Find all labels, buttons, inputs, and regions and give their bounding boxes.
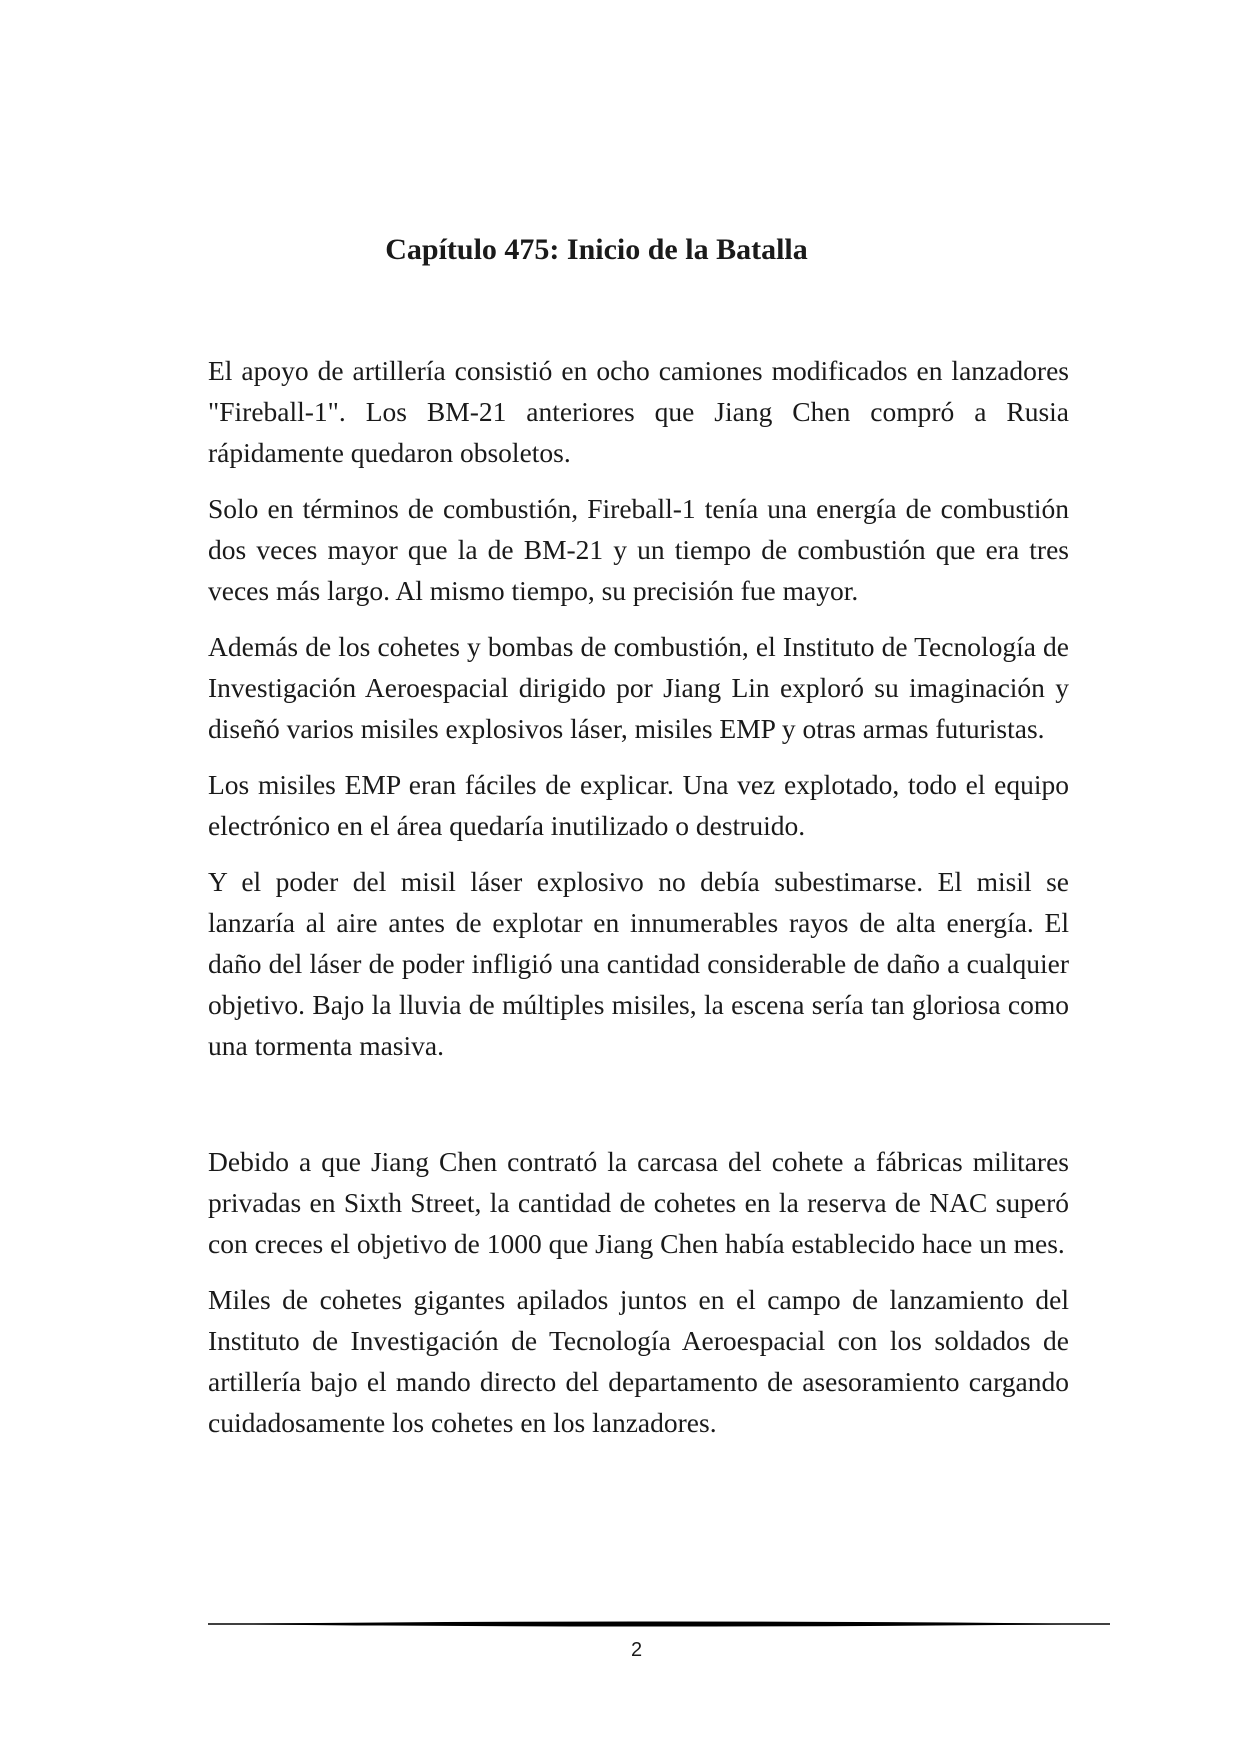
paragraph: El apoyo de artillería consistió en ocho camiones modificados en lanzadores "Fireball-1". Los BM-21 anteriores que Jiang Chen compró a Rusia rápidamente quedaron obsoletos.: [208, 355, 1069, 468]
page-number: 2: [630, 1639, 643, 1661]
footer-divider: [208, 1620, 1110, 1628]
paragraph: Y el poder del misil láser explosivo no debía subestimarse. El misil se lanzaría al aire antes de explotar en innumerables rayos de alta energía. El daño del láser de poder infligió una cantidad considerable de daño a cualquier objetivo. Bajo la lluvia de múltiples misiles, la escena sería tan gloriosa como una tormenta masiva.: [208, 866, 1069, 1061]
paragraph: Además de los cohetes y bombas de combustión, el Instituto de Tecnología de Investigación Aeroespacial dirigido por Jiang Lin exploró su imaginación y diseñó varios misiles explosivos láser, misiles EMP y otras armas futuristas.: [208, 631, 1069, 744]
paragraph: Los misiles EMP eran fáciles de explicar. Una vez explotado, todo el equipo electrónico en el área quedaría inutilizado o destruido.: [208, 769, 1069, 841]
paragraph: Solo en términos de combustión, Fireball-1 tenía una energía de combustión dos veces mayor que la de BM-21 y un tiempo de combustión que era tres veces más largo. Al mismo tiempo, su precisión fue mayor.: [208, 493, 1069, 606]
chapter-body: [208, 350, 1069, 1458]
paragraph: Debido a que Jiang Chen contrató la carcasa del cohete a fábricas militares privadas en Sixth Street, la cantidad de cohetes en la reserva de NAC superó con creces el objetivo de 1000 que Jiang Chen había establecido hace un mes.: [208, 1146, 1069, 1259]
chapter-title: Capítulo 475: Inicio de la Batalla: [385, 233, 808, 266]
paragraph: Miles de cohetes gigantes apilados juntos en el campo de lanzamiento del Instituto de Investigación de Tecnología Aeroespacial con los soldados de artillería bajo el mando directo del departamento de asesoramiento cargando cuidadosamente los cohetes en los lanzadores.: [208, 1284, 1069, 1438]
